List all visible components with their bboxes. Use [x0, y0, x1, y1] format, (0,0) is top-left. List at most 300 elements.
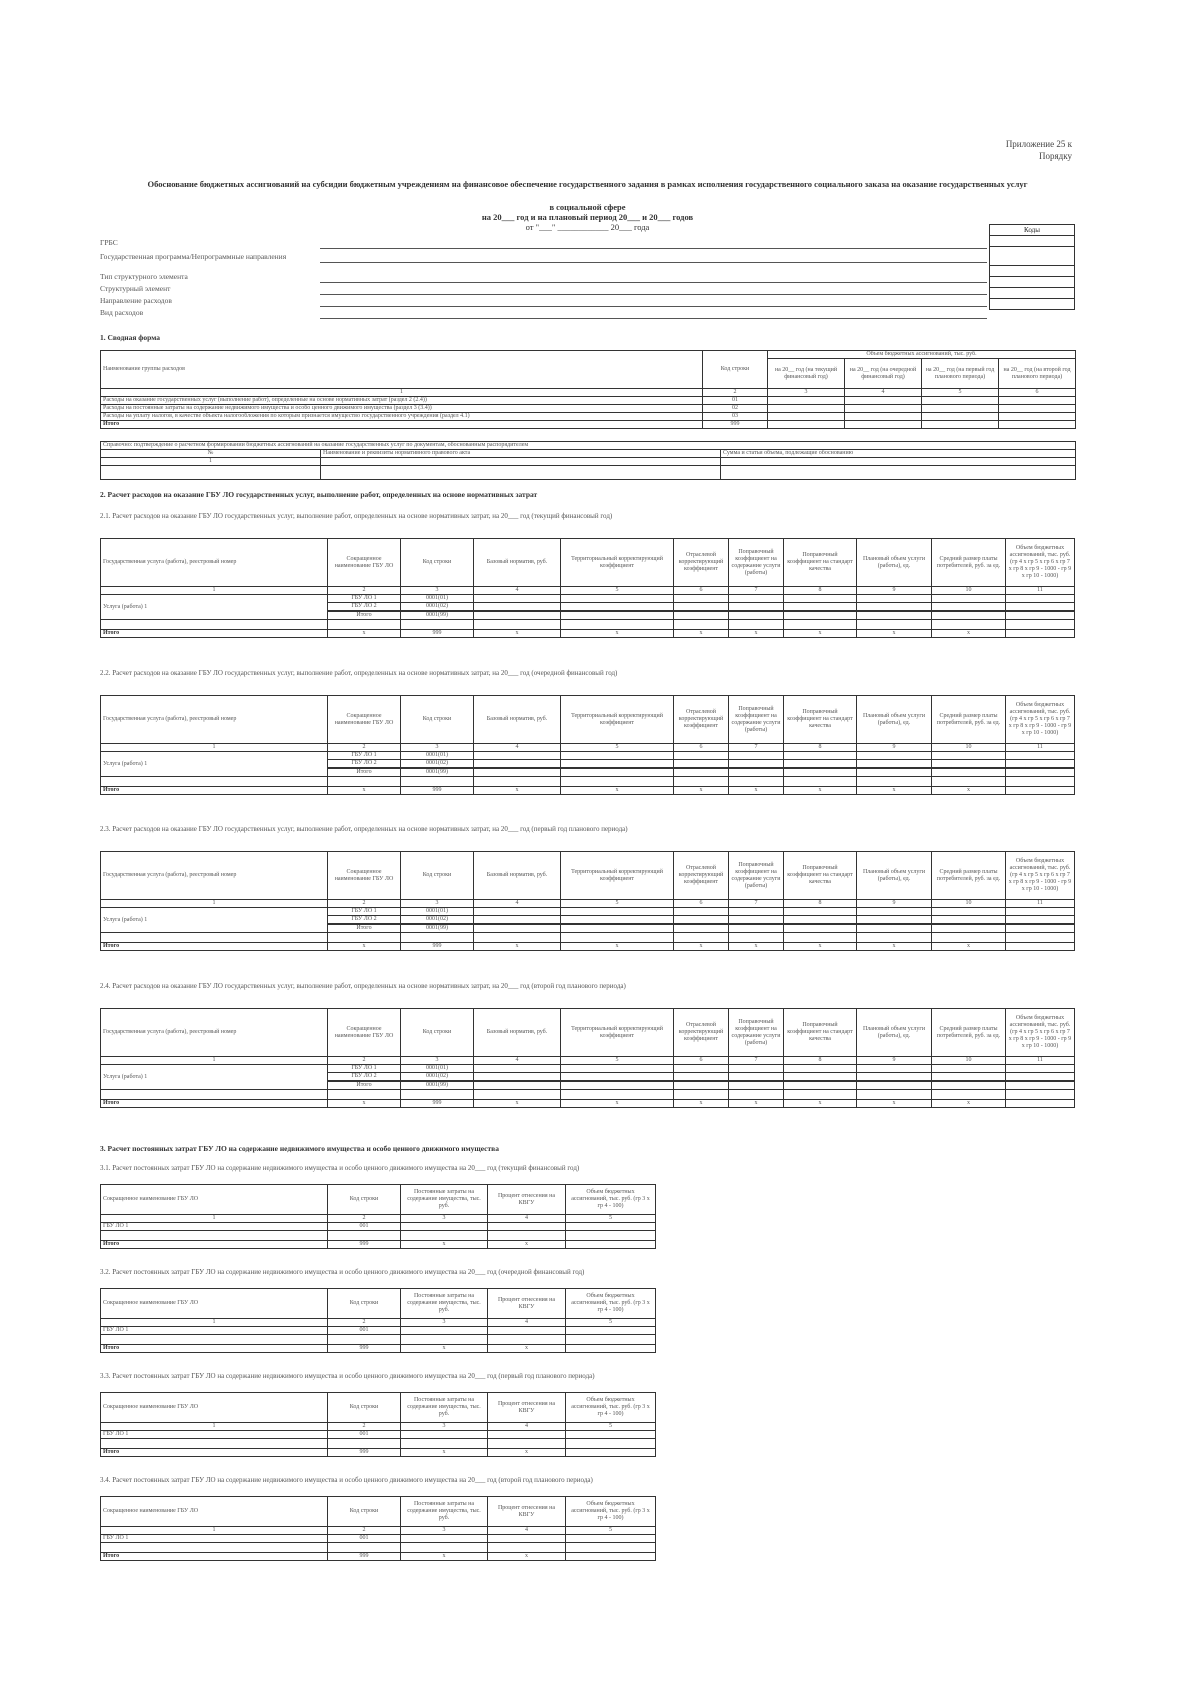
cell[interactable] — [101, 466, 321, 480]
cell[interactable] — [401, 1543, 488, 1553]
cell[interactable] — [729, 1090, 784, 1100]
cell[interactable] — [321, 458, 721, 466]
cell[interactable] — [674, 769, 729, 777]
cell[interactable] — [784, 752, 857, 760]
col-num: 8 — [784, 1057, 857, 1065]
col-num: 5 — [566, 1319, 656, 1327]
cell[interactable] — [101, 933, 328, 943]
cell[interactable] — [674, 933, 729, 943]
cell[interactable] — [932, 769, 1006, 777]
cell[interactable] — [566, 1431, 656, 1439]
cell[interactable] — [857, 1073, 932, 1081]
cell[interactable] — [1006, 1065, 1075, 1073]
cell[interactable] — [474, 908, 561, 916]
col-num: 7 — [729, 587, 784, 595]
cell[interactable] — [721, 466, 1076, 480]
cell[interactable] — [674, 1082, 729, 1090]
table-row — [101, 1327, 656, 1335]
cell[interactable] — [1006, 612, 1075, 620]
col-header: Постоянные затраты на содержание имущества, тыс. руб. — [401, 1393, 488, 1423]
cell[interactable] — [932, 620, 1006, 630]
cell[interactable] — [999, 413, 1076, 421]
x-mark: х — [674, 943, 729, 951]
cell[interactable] — [101, 1439, 328, 1449]
cell[interactable] — [857, 769, 932, 777]
cell[interactable] — [401, 933, 474, 943]
x-mark: х — [561, 1100, 674, 1108]
cell[interactable] — [674, 612, 729, 620]
cell[interactable] — [474, 1065, 561, 1073]
cell[interactable] — [999, 397, 1076, 405]
cell[interactable] — [101, 1543, 328, 1553]
col-header: Объем бюджетных ассигнований, тыс. руб. (гр 3 х гр 4 - 100) — [566, 1185, 656, 1215]
cell[interactable] — [784, 933, 857, 943]
cell[interactable] — [1006, 1090, 1075, 1100]
cell[interactable] — [401, 1335, 488, 1345]
col-header-year: на 20__ год (на первый год планового периода) — [922, 359, 999, 389]
col-num: 6 — [999, 389, 1076, 397]
cell[interactable] — [845, 413, 922, 421]
field-label: Направление расходов — [100, 296, 172, 305]
cell[interactable] — [857, 760, 932, 768]
cell[interactable] — [729, 752, 784, 760]
cell[interactable] — [922, 421, 999, 429]
cell[interactable] — [729, 595, 784, 603]
col-num: 8 — [784, 744, 857, 752]
cell[interactable] — [674, 916, 729, 924]
x-mark: х — [474, 1100, 561, 1108]
gbu-name: ГБУ ЛО 1 — [328, 595, 401, 603]
total-row — [101, 630, 1075, 638]
cell[interactable] — [1006, 1073, 1075, 1081]
col-num: 10 — [932, 1057, 1006, 1065]
gbu-name: ГБУ ЛО 2 — [328, 916, 401, 924]
cell[interactable] — [857, 612, 932, 620]
cell[interactable] — [474, 769, 561, 777]
cell[interactable] — [321, 466, 721, 480]
cell[interactable] — [561, 1082, 674, 1090]
code-cell — [990, 277, 1075, 288]
cell[interactable] — [488, 1535, 566, 1543]
field-grbs — [100, 238, 1075, 249]
cell[interactable] — [768, 397, 845, 405]
cell[interactable] — [566, 1223, 656, 1231]
cell[interactable] — [857, 752, 932, 760]
cell[interactable] — [474, 1073, 561, 1081]
service-name: Услуга (работа) 1 — [101, 1065, 328, 1090]
cell[interactable] — [566, 1231, 656, 1241]
col-num: 6 — [674, 1057, 729, 1065]
cell[interactable] — [729, 1082, 784, 1090]
cell[interactable] — [474, 916, 561, 924]
cell[interactable] — [1006, 752, 1075, 760]
cell[interactable] — [1006, 777, 1075, 787]
cell[interactable] — [729, 760, 784, 768]
field-line — [320, 318, 987, 319]
justif-col-num: № — [101, 450, 321, 458]
cell[interactable] — [857, 1065, 932, 1073]
cell[interactable] — [1006, 620, 1075, 630]
cell[interactable] — [784, 612, 857, 620]
cell[interactable] — [922, 413, 999, 421]
x-mark: х — [401, 1345, 488, 1353]
cell[interactable] — [101, 1231, 328, 1241]
cell[interactable] — [721, 458, 1076, 466]
col-header: Поправочный коэффициент на содержание услуги (работы) — [729, 539, 784, 587]
x-mark: х — [784, 943, 857, 951]
gbu-name: ГБУ ЛО 2 — [328, 1073, 401, 1081]
cell[interactable] — [474, 620, 561, 630]
cell[interactable] — [1006, 916, 1075, 924]
cell[interactable] — [784, 769, 857, 777]
cell[interactable] — [1006, 933, 1075, 943]
total-code: 999 — [703, 421, 768, 429]
cell[interactable] — [101, 1335, 328, 1345]
col-num: 3 — [401, 1057, 474, 1065]
cell[interactable] — [401, 620, 474, 630]
col-num: 4 — [488, 1215, 566, 1223]
cell[interactable] — [561, 769, 674, 777]
cell[interactable] — [674, 620, 729, 630]
cell[interactable] — [729, 620, 784, 630]
cell[interactable] — [401, 777, 474, 787]
cell[interactable] — [932, 612, 1006, 620]
cell[interactable] — [566, 1327, 656, 1335]
field-line — [320, 306, 987, 307]
cell[interactable] — [488, 1431, 566, 1439]
cell[interactable] — [101, 620, 328, 630]
col-header: Объем бюджетных ассигнований, тыс. руб. (гр 4 х гр 5 х гр 6 х гр 7 х гр 8 х гр 9 - 1000 - гр 9 х гр 10 - 1000) — [1006, 696, 1075, 744]
cell[interactable] — [401, 1535, 488, 1543]
col-header: Отраслевой корректирующий коэффициент — [674, 852, 729, 900]
row-code: 0001(01) — [401, 908, 474, 916]
subtotal-code: 0001(99) — [401, 769, 474, 777]
cell[interactable] — [768, 421, 845, 429]
cell[interactable] — [401, 1090, 474, 1100]
cell[interactable] — [474, 1090, 561, 1100]
cell[interactable] — [857, 933, 932, 943]
x-mark: х — [328, 943, 401, 951]
col-header: Постоянные затраты на содержание имущества, тыс. руб. — [401, 1185, 488, 1215]
total-label: Итого — [101, 1100, 328, 1108]
cell[interactable] — [561, 908, 674, 916]
fixed-costs-table — [100, 1496, 656, 1561]
cell[interactable] — [784, 620, 857, 630]
cell[interactable] — [784, 603, 857, 611]
cell[interactable] — [932, 603, 1006, 611]
section3-subtitle: 3.4. Расчет постоянных затрат ГБУ ЛО на содержание недвижимого имущества и особо ценного движимого имущества на 20___ год (второй год планового периода) — [100, 1476, 593, 1484]
cell[interactable] — [401, 1327, 488, 1335]
cell[interactable] — [561, 1090, 674, 1100]
cell[interactable] — [561, 933, 674, 943]
cell[interactable] — [328, 933, 401, 943]
col-num: 4 — [474, 1057, 561, 1065]
col-header: Сокращенное наименование ГБУ ЛО — [101, 1289, 328, 1319]
cell[interactable] — [674, 1065, 729, 1073]
col-header: Сокращенное наименование ГБУ ЛО — [328, 696, 401, 744]
cell[interactable] — [566, 1345, 656, 1353]
code-cell — [990, 236, 1075, 247]
code-cell — [990, 299, 1075, 310]
col-header: Процент отнесения на КВГУ — [488, 1289, 566, 1319]
cell[interactable] — [845, 421, 922, 429]
cell[interactable] — [488, 1327, 566, 1335]
cell[interactable] — [674, 603, 729, 611]
col-header-code: Код строки — [703, 351, 768, 389]
col-num: 4 — [474, 744, 561, 752]
code-cell — [990, 288, 1075, 299]
cell[interactable] — [1006, 630, 1075, 638]
cell[interactable] — [488, 1335, 566, 1345]
cell[interactable] — [561, 612, 674, 620]
field-line — [320, 262, 987, 263]
cell[interactable] — [474, 925, 561, 933]
col-header: Объем бюджетных ассигнований, тыс. руб. (гр 3 х гр 4 - 100) — [566, 1393, 656, 1423]
cell[interactable] — [674, 1090, 729, 1100]
fixed-costs-table — [100, 1184, 656, 1249]
cell[interactable] — [328, 1335, 401, 1345]
gbu-name: ГБУ ЛО 1 — [328, 752, 401, 760]
cell[interactable] — [1006, 787, 1075, 795]
x-mark: х — [729, 787, 784, 795]
cell[interactable] — [932, 752, 1006, 760]
gbu-name: ГБУ ЛО 1 — [101, 1327, 328, 1335]
cell[interactable] — [729, 769, 784, 777]
cell[interactable] — [845, 405, 922, 413]
cell[interactable] — [768, 405, 845, 413]
total-code: 999 — [401, 630, 474, 638]
cell[interactable] — [328, 1090, 401, 1100]
gbu-name: ГБУ ЛО 1 — [101, 1431, 328, 1439]
cell[interactable] — [729, 603, 784, 611]
cell[interactable] — [784, 916, 857, 924]
cell[interactable] — [932, 760, 1006, 768]
subtotal-label: Итого — [328, 769, 401, 777]
section3-title: 3. Расчет постоянных затрат ГБУ ЛО на содержание недвижимого имущества и особо ценного движимого имущества — [100, 1144, 499, 1153]
row-code: 0001(02) — [401, 916, 474, 924]
cell[interactable] — [1006, 595, 1075, 603]
cell[interactable] — [857, 908, 932, 916]
cell[interactable] — [784, 908, 857, 916]
cell[interactable] — [729, 1073, 784, 1081]
row-code: 03 — [703, 413, 768, 421]
cell[interactable] — [784, 777, 857, 787]
field-label: Структурный элемент — [100, 284, 171, 293]
cell[interactable] — [674, 777, 729, 787]
cell[interactable] — [922, 397, 999, 405]
cell[interactable] — [857, 1090, 932, 1100]
cell[interactable] — [932, 908, 1006, 916]
cell[interactable] — [474, 603, 561, 611]
cell[interactable] — [561, 925, 674, 933]
cell[interactable] — [729, 777, 784, 787]
cell[interactable] — [674, 752, 729, 760]
cell[interactable] — [932, 925, 1006, 933]
cell[interactable] — [328, 1543, 401, 1553]
cell[interactable] — [488, 1439, 566, 1449]
cell[interactable] — [561, 916, 674, 924]
col-num: 3 — [401, 1319, 488, 1327]
cell[interactable] — [101, 1090, 328, 1100]
cell[interactable] — [488, 1223, 566, 1231]
col-num: 1 — [101, 1319, 328, 1327]
x-mark: х — [474, 787, 561, 795]
cell[interactable] — [566, 1449, 656, 1457]
table-row — [101, 405, 1076, 413]
col-header: Поправочный коэффициент на стандарт качества — [784, 539, 857, 587]
cell[interactable] — [401, 1431, 488, 1439]
cell[interactable] — [474, 752, 561, 760]
col-num: 1 — [101, 1215, 328, 1223]
cell[interactable] — [401, 1231, 488, 1241]
col-header: Код строки — [401, 696, 474, 744]
cell[interactable] — [328, 1439, 401, 1449]
cell[interactable] — [101, 777, 328, 787]
cell[interactable] — [674, 925, 729, 933]
cell[interactable] — [674, 908, 729, 916]
cell[interactable] — [566, 1553, 656, 1561]
cell[interactable] — [729, 908, 784, 916]
x-mark: х — [857, 1100, 932, 1108]
cell[interactable] — [932, 933, 1006, 943]
cell[interactable] — [729, 1065, 784, 1073]
row-code: 0001(01) — [401, 752, 474, 760]
cell[interactable] — [566, 1335, 656, 1345]
cell[interactable] — [857, 916, 932, 924]
cell[interactable] — [922, 405, 999, 413]
cell[interactable] — [857, 1082, 932, 1090]
cell[interactable] — [932, 777, 1006, 787]
row-code: 001 — [328, 1431, 401, 1439]
cell[interactable] — [328, 777, 401, 787]
cell[interactable] — [932, 595, 1006, 603]
cell[interactable] — [999, 421, 1076, 429]
cell[interactable] — [932, 1090, 1006, 1100]
total-row — [101, 1241, 656, 1249]
x-mark: х — [328, 630, 401, 638]
cell[interactable] — [784, 1082, 857, 1090]
cell[interactable] — [674, 760, 729, 768]
cell[interactable] — [561, 1065, 674, 1073]
cell[interactable] — [474, 1082, 561, 1090]
cell[interactable] — [1006, 943, 1075, 951]
cell[interactable] — [566, 1543, 656, 1553]
field-element-type — [100, 272, 1075, 283]
cell[interactable] — [784, 1090, 857, 1100]
cell[interactable] — [566, 1535, 656, 1543]
col-header: Средний размер платы потребителей, руб. за ед. — [932, 1009, 1006, 1057]
cell[interactable] — [561, 603, 674, 611]
cell[interactable] — [566, 1241, 656, 1249]
cell[interactable] — [729, 925, 784, 933]
cell[interactable] — [674, 595, 729, 603]
cell[interactable] — [328, 620, 401, 630]
cell[interactable] — [1006, 1100, 1075, 1108]
cell[interactable] — [1006, 1082, 1075, 1090]
cell[interactable] — [561, 595, 674, 603]
cell[interactable] — [474, 612, 561, 620]
col-num: 10 — [932, 587, 1006, 595]
field-line — [320, 294, 987, 295]
cell[interactable] — [784, 1065, 857, 1073]
col-header: Государственная услуга (работа), реестровый номер — [101, 1009, 328, 1057]
cell[interactable] — [1006, 908, 1075, 916]
total-label: Итого — [101, 943, 328, 951]
cell[interactable] — [1006, 760, 1075, 768]
cell[interactable] — [784, 1073, 857, 1081]
cell[interactable] — [932, 1082, 1006, 1090]
cell[interactable] — [857, 925, 932, 933]
cell[interactable] — [784, 595, 857, 603]
cell[interactable] — [1006, 769, 1075, 777]
x-mark: х — [328, 787, 401, 795]
cell[interactable] — [561, 620, 674, 630]
cell[interactable] — [1006, 603, 1075, 611]
x-mark: х — [932, 787, 1006, 795]
section2-subtitle: 2.2. Расчет расходов на оказание ГБУ ЛО государственных услуг, выполнение работ, определенных на основе нормативных затрат, на 20___ год (очередной финансовый год) — [100, 669, 618, 677]
cell[interactable] — [474, 777, 561, 787]
col-num: 5 — [566, 1215, 656, 1223]
cell[interactable] — [328, 1231, 401, 1241]
cell[interactable] — [401, 1439, 488, 1449]
row-code: 02 — [703, 405, 768, 413]
cell[interactable] — [566, 1439, 656, 1449]
subtitle-line-2: на 20___ год и на плановый период 20___ и 20___ годов — [481, 212, 694, 222]
cell[interactable] — [561, 760, 674, 768]
cell[interactable] — [488, 1231, 566, 1241]
cell[interactable] — [561, 777, 674, 787]
subtotal-label: Итого — [328, 612, 401, 620]
x-mark: х — [932, 1100, 1006, 1108]
cell[interactable] — [488, 1543, 566, 1553]
cell[interactable] — [857, 603, 932, 611]
cell[interactable] — [768, 413, 845, 421]
col-num: 2 — [328, 1423, 401, 1431]
cell[interactable] — [932, 1065, 1006, 1073]
cell[interactable] — [729, 612, 784, 620]
col-num: 5 — [566, 1423, 656, 1431]
cell[interactable] — [784, 760, 857, 768]
cell[interactable] — [561, 1073, 674, 1081]
col-header: Постоянные затраты на содержание имущества, тыс. руб. — [401, 1289, 488, 1319]
cell[interactable] — [845, 397, 922, 405]
cell[interactable] — [857, 777, 932, 787]
cell[interactable] — [474, 595, 561, 603]
cell[interactable] — [999, 405, 1076, 413]
cell[interactable] — [857, 595, 932, 603]
total-code: 999 — [401, 1100, 474, 1108]
cell[interactable] — [474, 760, 561, 768]
cell[interactable] — [932, 1073, 1006, 1081]
field-line — [320, 248, 987, 249]
total-code: 999 — [328, 1449, 401, 1457]
col-header: Код строки — [328, 1497, 401, 1527]
cell[interactable] — [857, 620, 932, 630]
x-mark: х — [857, 943, 932, 951]
section3-subtitle: 3.1. Расчет постоянных затрат ГБУ ЛО на содержание недвижимого имущества и особо ценного движимого имущества на 20___ год (текущий финансовый год) — [100, 1164, 580, 1172]
cell[interactable] — [784, 925, 857, 933]
cell[interactable] — [674, 1073, 729, 1081]
col-num: 3 — [401, 1527, 488, 1535]
cell[interactable] — [729, 916, 784, 924]
cell[interactable] — [1006, 925, 1075, 933]
cell[interactable] — [932, 916, 1006, 924]
cell[interactable] — [474, 933, 561, 943]
cell[interactable] — [729, 933, 784, 943]
cell[interactable] — [401, 1223, 488, 1231]
total-label: Итого — [101, 1449, 328, 1457]
cell[interactable] — [561, 752, 674, 760]
